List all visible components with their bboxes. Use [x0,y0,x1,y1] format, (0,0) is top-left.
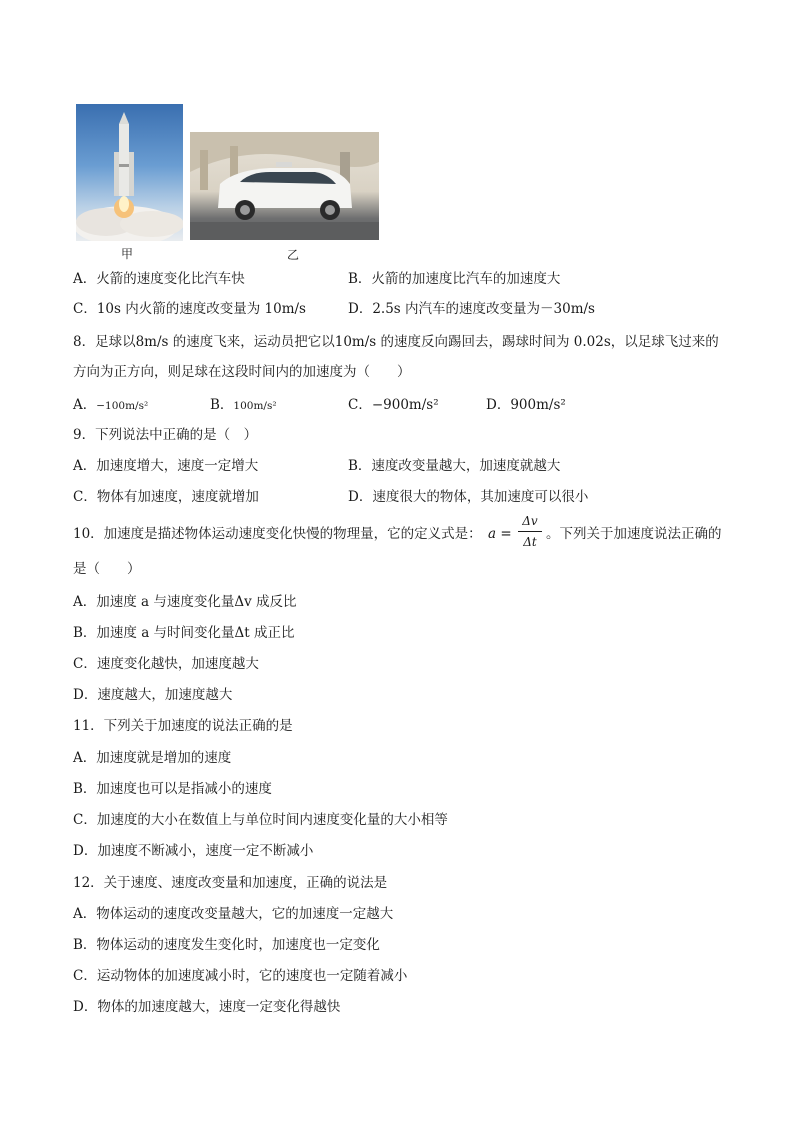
q10-formula-lhs: a = [488,526,512,542]
q7-option-c: C．10s 内火箭的速度改变量为 10m/s [73,301,306,317]
q10-option-a: A．加速度 a 与速度变化量Δv 成反比 [73,594,297,610]
q12-option-a: A．物体运动的速度改变量越大，它的加速度一定越大 [73,906,394,922]
autonomous-car-image [190,132,379,240]
q11-option-b: B．加速度也可以是指减小的速度 [73,781,272,797]
q8-option-c: C．−900m/s² [348,397,439,413]
rocket-launch-image [76,104,183,241]
q10-option-d: D．速度越大，加速度越大 [73,687,233,703]
q9-option-c: C．物体有加速度，速度就增加 [73,489,259,505]
q12-option-d: D．物体的加速度越大，速度一定变化得越快 [73,999,341,1015]
q10-stem-line2: 是（ ） [73,561,141,577]
q11-option-d: D．加速度不断减小，速度一定不断减小 [73,843,314,859]
figure-caption-jia: 甲 [121,247,134,261]
q10-fraction-bar [518,531,542,532]
q9-option-d: D．速度很大的物体，其加速度可以很小 [348,489,589,505]
q10-stem-line1: 10．加速度是描述物体运动速度变化快慢的物理量，它的定义式是： [73,526,482,542]
q12-option-c: C．运动物体的加速度减小时，它的速度也一定随着减小 [73,968,408,984]
q9-option-b: B．速度改变量越大，加速度就越大 [348,458,561,474]
q10-stem-line1-post: 。下列关于加速度说法正确的 [546,526,722,542]
q10-formula-numerator: Δv [522,514,538,528]
q10-option-c: C．速度变化越快，加速度越大 [73,656,259,672]
q8-stem-line2: 方向为正方向，则足球在这段时间内的加速度为（ ） [73,364,411,380]
q12-stem: 12．关于速度、速度改变量和加速度，正确的说法是 [73,875,388,891]
q9-option-a: A．加速度增大，速度一定增大 [73,458,259,474]
q9-stem: 9．下列说法中正确的是（ ） [73,427,258,443]
q8-stem-line1: 8．足球以8m/s 的速度飞来，运动员把它以10m/s 的速度反向踢回去，踢球时间为 0.02s，以足球飞过来的 [73,334,719,350]
q7-option-d: D．2.5s 内汽车的速度改变量为－30m/s [348,301,595,317]
q7-option-a: A．火箭的速度变化比汽车快 [73,271,245,287]
q10-formula-denominator: Δt [523,535,537,549]
q11-stem: 11．下列关于加速度的说法正确的是 [73,718,293,734]
q7-option-b: B．火箭的加速度比汽车的加速度大 [348,271,561,287]
q12-option-b: B．物体运动的速度发生变化时，加速度也一定变化 [73,937,380,953]
q11-option-c: C．加速度的大小在数值上与单位时间内速度变化量的大小相等 [73,812,448,828]
q8-option-d: D．900m/s² [486,397,566,413]
q8-option-a: A．−100m/s² [73,397,149,413]
q11-option-a: A．加速度就是增加的速度 [73,750,232,766]
q10-option-b: B．加速度 a 与时间变化量Δt 成正比 [73,625,295,641]
q8-option-b: B．100m/s² [210,397,277,413]
figure-caption-yi: 乙 [287,248,300,262]
